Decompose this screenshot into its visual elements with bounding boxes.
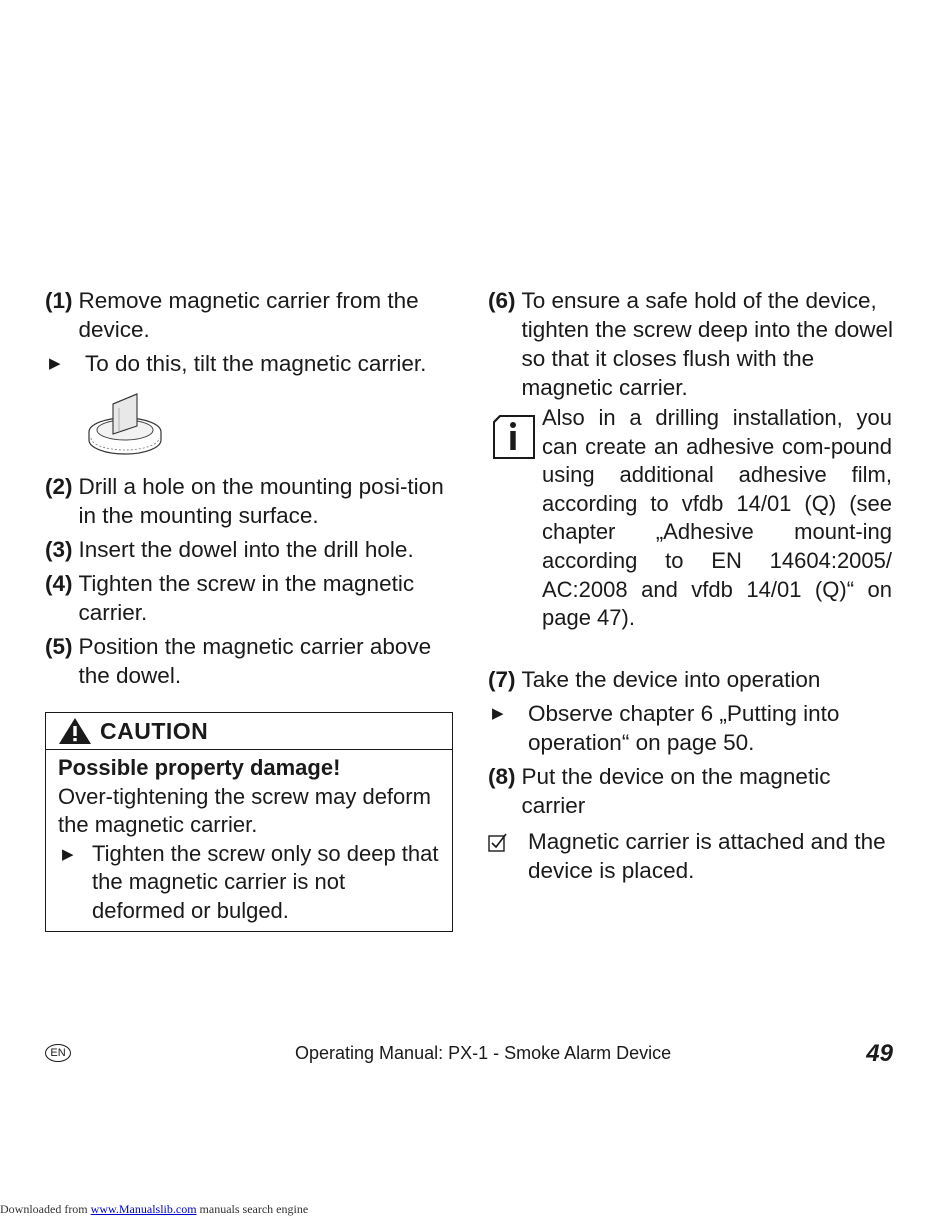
step-text: Take the device into operation (521, 666, 821, 692)
step-text: Remove magnetic carrier from the device. (78, 288, 419, 342)
step-number: (5) (45, 634, 73, 659)
caution-body (46, 750, 452, 931)
step-text: Tighten the screw in the magnetic carrier. (78, 571, 415, 625)
step-number: (1) (45, 288, 73, 313)
info-text: Also in a drilling installation, you can create an adhesive com-pound using additional adhesive film, according to vfdb 14/01 (Q) (see chapter „Adhesive mount-ing according to EN 14604:2005/ AC:2008 and vfdb 14/01 (Q)“ on page 47). (542, 405, 892, 631)
footer-title: Operating Manual: PX-1 - Smoke Alarm Device (295, 1043, 672, 1063)
step-text: Put the device on the magnetic carrier (521, 763, 831, 818)
bullet-text: To do this, tilt the magnetic carrier. (85, 351, 427, 376)
step-number: (2) (45, 474, 73, 499)
bullet-text: Observe chapter 6 „Putting into operation“ on page 50. (528, 700, 840, 755)
bullet-text: Tighten the screw only so deep that the magnetic carrier is not deformed or bulged. (92, 840, 439, 923)
checkbox-checked-icon (488, 827, 528, 885)
step-number: (3) (45, 537, 73, 562)
step-6 (488, 286, 900, 402)
download-notice (0, 1202, 308, 1217)
info-icon (488, 404, 542, 633)
download-prefix: Downloaded from (0, 1202, 88, 1216)
result-text: Magnetic carrier is attached and the device is placed. (528, 828, 886, 883)
left-column (45, 286, 455, 932)
step-number: (6) (488, 288, 516, 313)
instruction-bullet (488, 699, 900, 757)
step-2 (45, 472, 455, 530)
warning-icon (58, 717, 92, 745)
step-number: (7) (488, 666, 516, 692)
caution-text: Over-tightening the screw may deform the magnetic carrier. (58, 783, 431, 837)
triangle-bullet-icon: ▶ (62, 845, 74, 863)
step-number: (4) (45, 571, 73, 596)
caution-heading: CAUTION (100, 717, 209, 744)
magnetic-carrier-illustration (85, 386, 165, 458)
step-text: Position the magnetic carrier above the dowel. (78, 634, 432, 688)
step-text: Insert the dowel into the drill hole. (78, 537, 414, 562)
step-7 (488, 665, 900, 694)
download-suffix: manuals search engine (199, 1202, 309, 1216)
triangle-bullet-icon: ▶ (492, 704, 504, 722)
step-4 (45, 569, 455, 627)
step-text: To ensure a safe hold of the device, tighten the screw deep into the dowel so that it closes flush with the magnetic carrier. (521, 288, 893, 400)
result-item (488, 827, 900, 885)
triangle-bullet-icon: ▶ (49, 355, 61, 372)
language-badge: EN (45, 1044, 71, 1062)
caution-bullet (58, 840, 442, 926)
manualslib-link[interactable]: www.Manualslib.com (90, 1202, 197, 1216)
step-text: Drill a hole on the mounting posi-tion in the mounting surface. (78, 474, 444, 528)
step-number: (8) (488, 763, 516, 789)
caution-box (45, 712, 453, 932)
step-8 (488, 762, 900, 820)
info-note (488, 404, 900, 633)
step-5 (45, 632, 455, 690)
caution-title: Possible property damage! (58, 755, 341, 780)
page-footer (45, 1040, 893, 1070)
page-number: 49 (866, 1040, 893, 1067)
instruction-bullet (45, 349, 455, 378)
step-1 (45, 286, 455, 344)
right-column (488, 286, 900, 885)
caution-header (46, 713, 452, 750)
step-3 (45, 535, 455, 564)
